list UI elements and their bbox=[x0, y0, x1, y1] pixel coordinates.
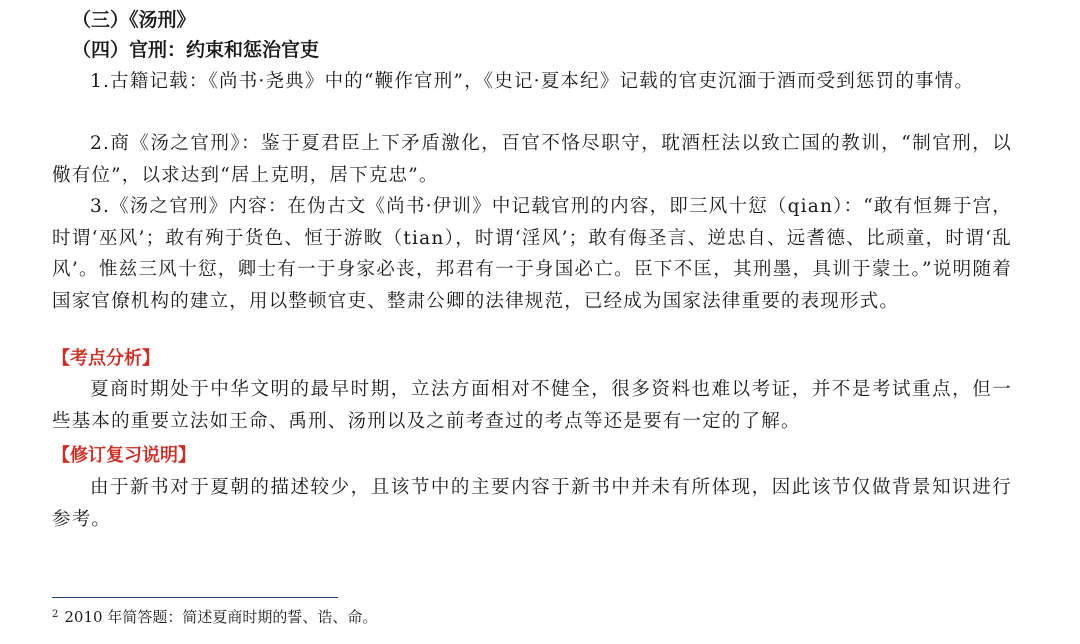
footnote bbox=[52, 606, 377, 628]
section-heading-tang-xing: （三）《汤刑》 bbox=[72, 9, 196, 31]
revision-note-label: 【修订复习说明】 bbox=[52, 445, 196, 466]
paragraph-revision-note: 由于新书对于夏朝的描述较少，且该节中的主要内容于新书中并未有所体现，因此该节仅做背景知识进行参考。 bbox=[52, 477, 1012, 530]
footnote-mark: 2 bbox=[52, 609, 59, 620]
paragraph-shang-guan-xing: 2.商《汤之官刑》：鉴于夏君臣上下矛盾激化，百官不恪尽职守，耽酒枉法以致亡国的教训，“制官刑，以儆有位”，以求达到“居上克明，居下克忠”。 bbox=[52, 133, 1012, 186]
footnote-text: 2010 年简答题：简述夏商时期的誓、诰、命。 bbox=[64, 608, 378, 626]
section-heading-guan-xing: （四）官刑：约束和惩治官吏 bbox=[72, 39, 320, 61]
footnote-divider bbox=[52, 597, 338, 598]
paragraph-ancient-records: 1.古籍记载：《尚书·尧典》中的“鞭作官刑”，《史记·夏本纪》记载的官吏沉湎于酒而受到惩罚的事情。 bbox=[90, 71, 975, 92]
paragraph-exam-analysis: 夏商时期处于中华文明的最早时期，立法方面相对不健全，很多资料也难以考证，并不是考试重点，但一些基本的重要立法如王命、禹刑、汤刑以及之前考查过的考点等还是要有一定的了解。 bbox=[52, 379, 1012, 432]
paragraph-guan-xing-content: 3.《汤之官刑》内容：在伪古文《尚书·伊训》中记载官刑的内容，即三风十愆（qian）：“敢有恒舞于宫，时谓‘巫风’；敢有殉于货色、恒于游畋（tian），时谓‘淫风’；敢有侮圣言、逆忠自、远耆德、比顽童，时谓‘乱风’。惟兹三风十愆，卿士有一于身家必丧，邦君有一于身国必亡。臣下不匡，其刑墨，具训于蒙土。”说明随着国家官僚机构的建立，用以整顿官吏、整肃公卿的法律规范，已经成为国家法律重要的表现形式。 bbox=[52, 196, 1012, 312]
exam-analysis-label: 【考点分析】 bbox=[52, 348, 160, 369]
